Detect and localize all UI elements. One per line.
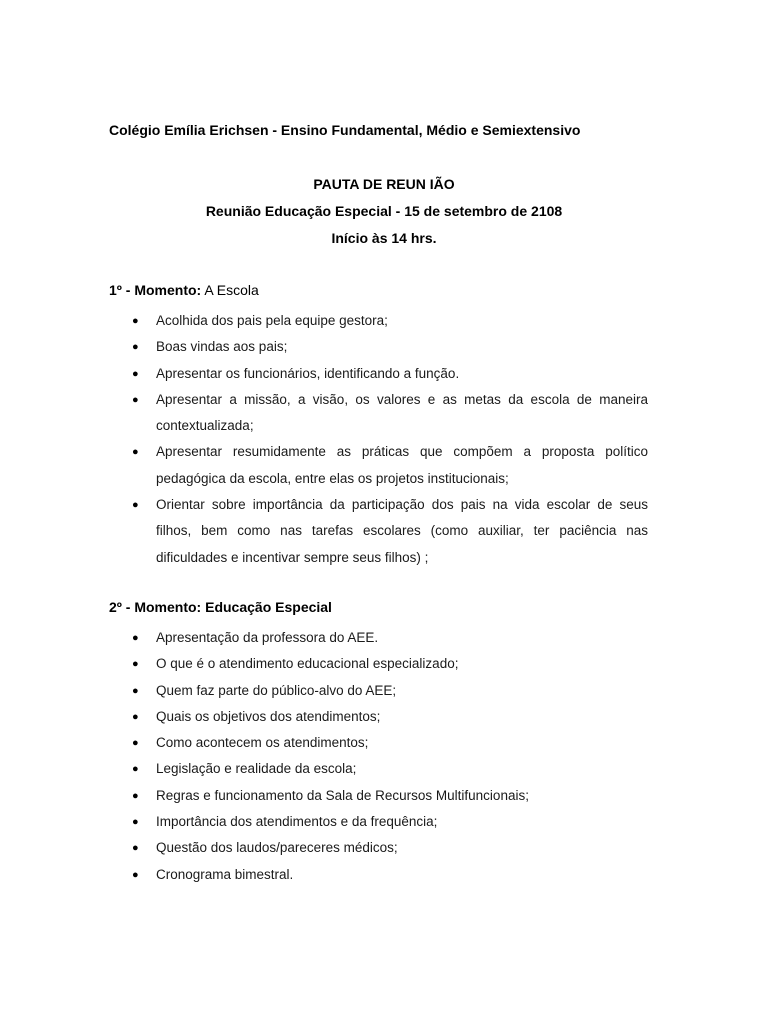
school-name: Colégio Emília Erichsen - Ensino Fundamental, Médio e Semiextensivo	[109, 122, 581, 138]
list-item	[130, 308, 648, 334]
bullet-icon: ●	[132, 737, 139, 750]
list-item	[130, 439, 648, 492]
bullet-icon: ●	[132, 842, 139, 855]
list-item	[130, 730, 648, 756]
list-item-text: Importância dos atendimentos e da frequência;	[156, 814, 438, 830]
list-item	[130, 651, 648, 677]
list-item	[130, 862, 648, 888]
meeting-subtitle: Reunião Educação Especial - 15 de setembro de 2108	[205, 203, 563, 219]
list-item	[130, 756, 648, 782]
bullet-icon: ●	[132, 393, 139, 406]
bullet-icon: ●	[132, 684, 139, 697]
list-item-text: O que é o atendimento educacional especializado;	[156, 656, 459, 672]
moment-2-prefix: 2º - Momento:	[109, 599, 202, 615]
list-item-text: Como acontecem os atendimentos;	[156, 735, 369, 751]
bullet-icon: ●	[132, 868, 139, 881]
list-item-text: Regras e funcionamento da Sala de Recursos Multifuncionais;	[156, 787, 529, 803]
list-item	[130, 625, 648, 651]
moment-2-heading	[109, 599, 332, 615]
list-item	[130, 835, 648, 861]
bullet-icon: ●	[132, 789, 139, 802]
moment-1-heading	[109, 282, 259, 298]
bullet-icon: ●	[132, 341, 139, 354]
list-item-text: Legislação e realidade da escola;	[156, 761, 357, 777]
bullet-icon: ●	[132, 367, 139, 380]
list-item	[130, 334, 648, 360]
list-item	[130, 783, 648, 809]
bullet-icon: ●	[132, 446, 139, 459]
document-title: PAUTA DE REUN IÃO	[313, 176, 455, 192]
list-item	[130, 704, 648, 730]
list-item-text: Quem faz parte do público-alvo do AEE;	[156, 682, 397, 698]
bullet-icon: ●	[132, 763, 139, 776]
moment-1-topic: A Escola	[204, 282, 259, 298]
list-item-text: Quais os objetivos dos atendimentos;	[156, 708, 381, 724]
moment-1-list	[130, 308, 648, 571]
moment-2-list	[130, 625, 648, 888]
list-item-text: Apresentar resumidamente as práticas que compõem a proposta político pedagógica da escola, entre elas os projetos institucionais;	[156, 444, 648, 486]
bullet-icon: ●	[132, 632, 139, 644]
list-item-text: Questão dos laudos/pareceres médicos;	[156, 840, 398, 856]
list-item-text: Orientar sobre importância da participação dos pais na vida escolar de seus filhos, bem como nas tarefas escolares (como auxiliar, ter paciência nas dificuldades e incentivar sempre seus filhos) ;	[156, 497, 648, 565]
moment-1-prefix: 1º - Momento:	[109, 282, 202, 298]
list-item	[130, 387, 648, 440]
list-item	[130, 492, 648, 571]
list-item-text: Boas vindas aos pais;	[156, 339, 288, 355]
list-item-text: Apresentação da professora do AEE.	[156, 630, 379, 645]
list-item	[130, 809, 648, 835]
list-item	[130, 678, 648, 704]
start-time: Início às 14 hrs.	[331, 230, 437, 246]
bullet-icon: ●	[132, 315, 139, 327]
bullet-icon: ●	[132, 710, 139, 723]
list-item-text: Acolhida dos pais pela equipe gestora;	[156, 313, 388, 328]
moment-2-topic: Educação Especial	[205, 599, 332, 615]
list-item-text: Cronograma bimestral.	[156, 866, 294, 882]
list-item-text: Apresentar a missão, a visão, os valores e as metas da escola de maneira contextualizada;	[156, 391, 648, 434]
list-item-text: Apresentar os funcionários, identificando a função.	[156, 365, 460, 381]
bullet-icon: ●	[132, 499, 139, 512]
list-item	[130, 361, 648, 387]
bullet-icon: ●	[132, 658, 139, 671]
bullet-icon: ●	[132, 816, 139, 829]
